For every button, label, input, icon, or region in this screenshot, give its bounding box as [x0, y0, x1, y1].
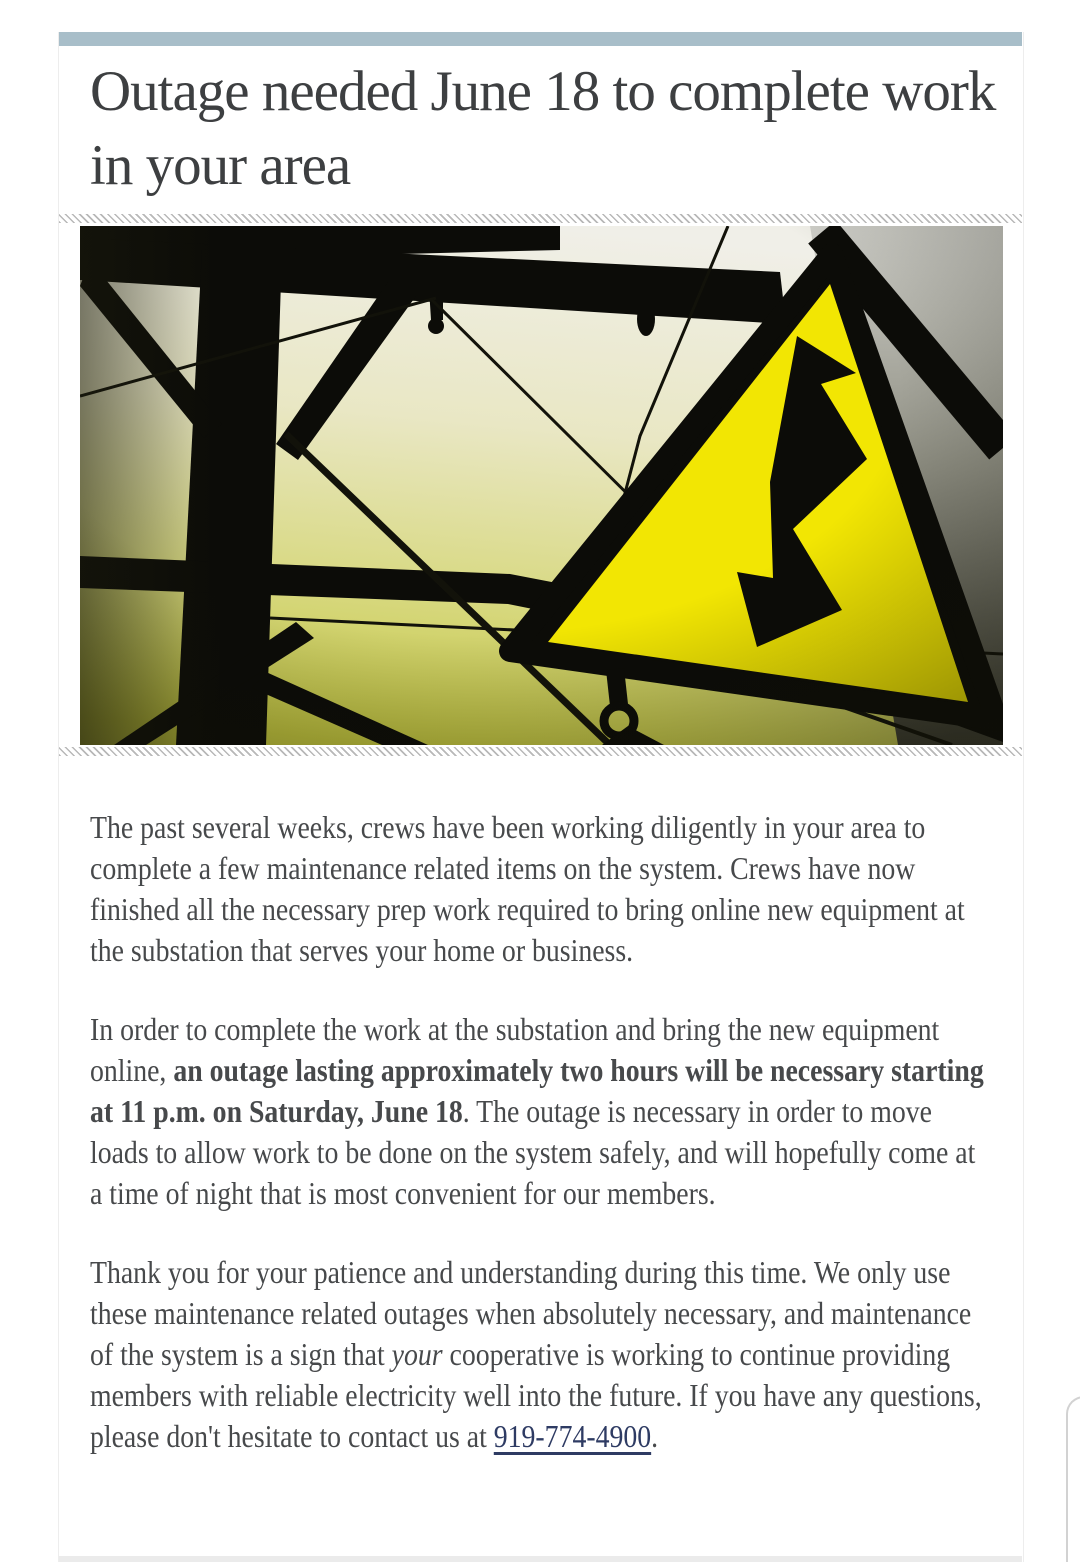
bottom-divider: [59, 1556, 1022, 1562]
hero-photo-high-voltage-sign: [80, 226, 1003, 745]
phone-link[interactable]: 919-774-4900: [493, 1418, 652, 1454]
article-title: Outage needed June 18 to complete work in your area: [90, 60, 996, 197]
article-body: [90, 807, 993, 1495]
hatched-divider-top: [59, 214, 1022, 223]
paragraph-3: Thank you for your patience and understanding during this time. We only use these maintenance related outages when absolutely necessary, and maintenance of the system is a sign that your cooperative is working to continue providing members with reliable electricity well into the future. If you have any questions, please don't hesitate to contact us at 919-774-4900.: [90, 1254, 982, 1454]
next-card-corner: [1066, 1396, 1080, 1562]
hatched-divider-bottom: [59, 747, 1022, 756]
paragraph-2: In order to complete the work at the substation and bring the new equipment online, an outage lasting approximately two hours will be necessary starting at 11 p.m. on Saturday, June 18. The outage is necessary in order to move loads to allow work to be done on the system safely, and will hopefully come at a time of night that is most convenient for our members.: [90, 1011, 984, 1211]
paragraph-1: The past several weeks, crews have been working diligently in your area to complete a few maintenance related items on the system. Crews have now finished all the necessary prep work required to bring online new equipment at the substation that serves your home or business.: [90, 809, 965, 968]
accent-bar: [59, 32, 1022, 46]
